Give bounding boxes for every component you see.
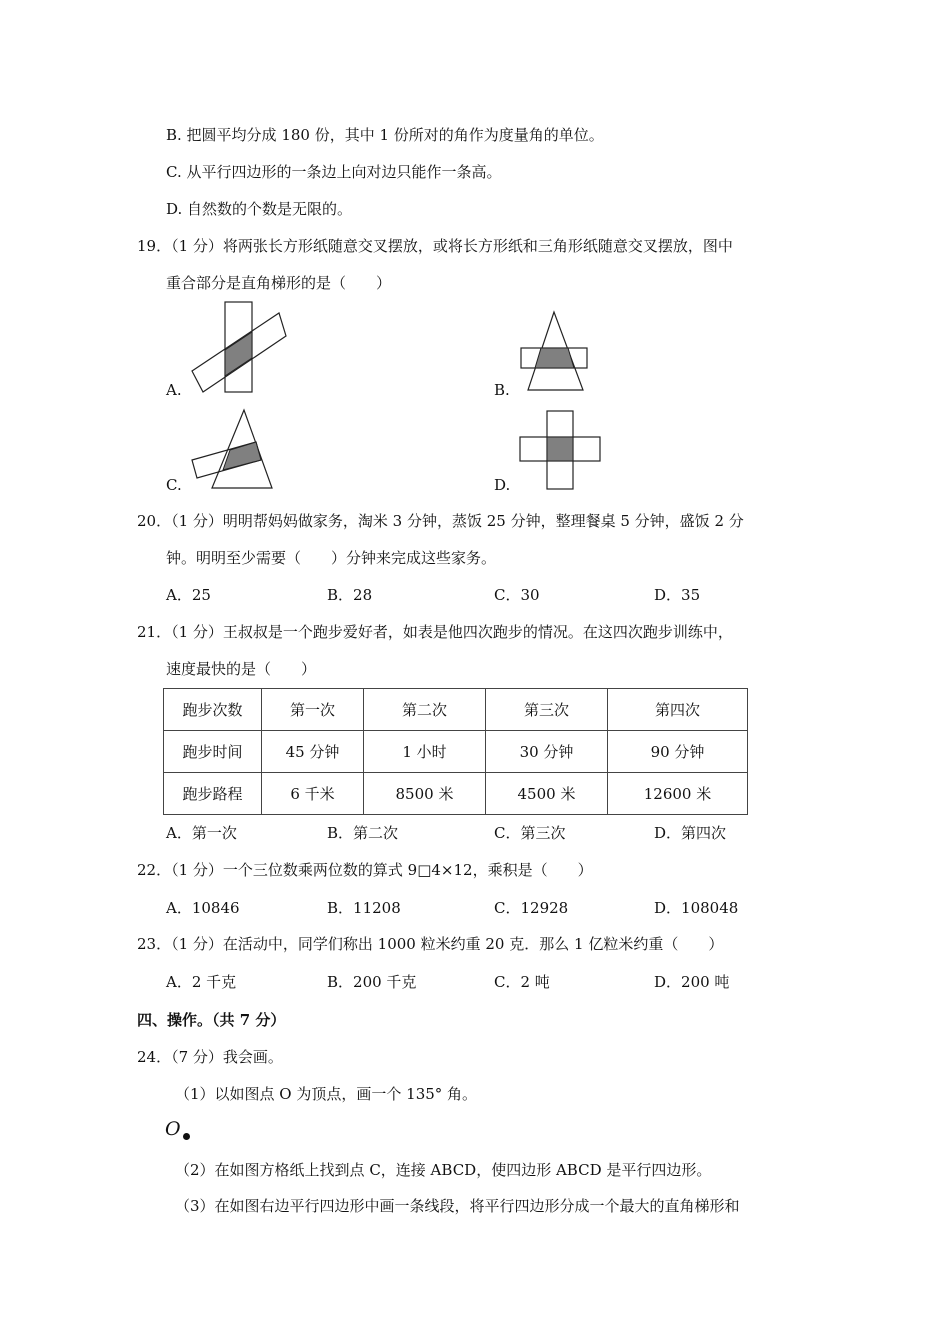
q19-label-b: B. [494,381,510,399]
section-title: 四、操作。（共 7 分） [137,1011,286,1029]
q23-option-a: A．2 千克 [166,973,237,991]
table-header-cell: 第四次 [608,689,748,731]
figure-d-overlap [547,437,573,461]
q21-option-b: B．第二次 [327,824,399,842]
q24-sub1: （1）以如图点 O 为顶点，画一个 135° 角。 [175,1085,478,1103]
q20-option-b: B．28 [327,586,373,604]
q21-stem-line2: 速度最快的是（ ） [166,660,317,678]
q20-option-c: C．30 [494,586,540,604]
table-header-cell: 第一次 [262,689,364,731]
q18-option-d: D. 自然数的个数是无限的。 [166,200,353,218]
q20-option-a: A．25 [166,586,211,604]
point-o-label: O [165,1118,181,1140]
q23-stem: 23．（1 分）在活动中，同学们称出 1000 粒米约重 20 克．那么 1 亿粒米约重（ ） [137,935,724,953]
figure-b-overlap [535,348,574,368]
q24-stem: 24．（7 分）我会画。 [137,1048,283,1066]
point-o-dot [183,1133,190,1140]
table-cell: 45 分钟 [262,731,364,773]
running-table [163,688,748,815]
table-row [164,773,748,815]
q19-figure-a [185,300,295,396]
q19-figure-d [518,410,604,492]
table-header-cell: 第三次 [486,689,608,731]
q19-stem-line2: 重合部分是直角梯形的是（ ） [166,274,392,292]
q21-option-d: D．第四次 [654,824,727,842]
table-cell: 8500 米 [364,773,486,815]
q21-option-a: A．第一次 [166,824,237,842]
q24-sub2: （2）在如图方格纸上找到点 C，连接 ABCD，使四边形 ABCD 是平行四边形。 [175,1161,712,1179]
q22-option-b: B．11208 [327,899,401,917]
table-cell: 跑步路程 [164,773,262,815]
q19-label-a: A. [166,381,182,399]
table-cell: 1 小时 [364,731,486,773]
q22-stem: 22．（1 分）一个三位数乘两位数的算式 9□4×12，乘积是（ ） [137,861,593,879]
table-cell: 30 分钟 [486,731,608,773]
q19-figure-b [515,310,593,394]
q18-option-c: C. 从平行四边形的一条边上向对边只能作一条高。 [166,163,502,181]
q23-option-b: B．200 千克 [327,973,417,991]
q23-option-d: D．200 吨 [654,973,730,991]
q22-option-d: D．108048 [654,899,739,917]
table-cell: 6 千米 [262,773,364,815]
figure-a-overlap [225,332,252,376]
table-header-row [164,689,748,731]
q19-figure-c [188,408,276,492]
q19-label-d: D. [494,476,511,494]
table-cell: 12600 米 [608,773,748,815]
table-header-cell: 跑步次数 [164,689,262,731]
q20-option-d: D．35 [654,586,701,604]
table-cell: 90 分钟 [608,731,748,773]
q24-sub3: （3）在如图右边平行四边形中画一条线段，将平行四边形分成一个最大的直角梯形和 [175,1197,740,1215]
table-cell: 跑步时间 [164,731,262,773]
q19-label-c: C. [166,476,182,494]
q21-stem-line1: 21．（1 分）王叔叔是一个跑步爱好者，如表是他四次跑步的情况。在这四次跑步训练中， [137,623,733,641]
table-header-cell: 第二次 [364,689,486,731]
q22-option-a: A．10846 [166,899,240,917]
q23-option-c: C．2 吨 [494,973,550,991]
table-cell: 4500 米 [486,773,608,815]
table-row [164,731,748,773]
q21-option-c: C．第三次 [494,824,566,842]
q20-stem-line1: 20．（1 分）明明帮妈妈做家务，淘米 3 分钟，蒸饭 25 分钟，整理餐桌 5 分钟，盛饭 2 分 [137,512,744,530]
q18-option-b: B. 把圆平均分成 180 份，其中 1 份所对的角作为度量角的单位。 [166,126,604,144]
q22-option-c: C．12928 [494,899,569,917]
q19-stem-line1: 19．（1 分）将两张长方形纸随意交叉摆放，或将长方形纸和三角形纸随意交叉摆放，图中 [137,237,733,255]
q20-stem-line2: 钟。明明至少需要（ ）分钟来完成这些家务。 [166,549,497,567]
